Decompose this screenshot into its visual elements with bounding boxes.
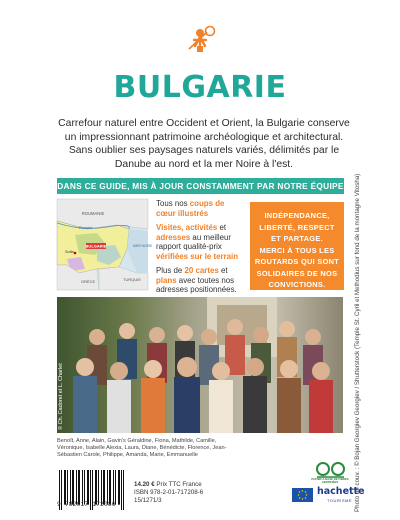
feature-item: Visites, activités et adresses au meilleur rapport qualité-prix vérifiées sur le terrain bbox=[156, 223, 239, 261]
barcode-number: 9 782017 172086 bbox=[57, 501, 116, 508]
values-line: LIBERTÉ, RESPECT bbox=[259, 222, 335, 232]
values-line: SOLIDAIRES DE NOS bbox=[256, 268, 338, 278]
team-photo bbox=[57, 297, 343, 433]
routard-logo-icon bbox=[183, 24, 217, 54]
team-banner: DANS CE GUIDE, MIS À JOUR CONSTAMMENT PAR NOTRE ÉQUIPE bbox=[57, 178, 344, 194]
map-label-romania: ROUMANIE bbox=[81, 211, 105, 216]
values-line: ROUTARDS QUI SONT bbox=[254, 257, 340, 266]
isbn: ISBN 978-2-01-717208-6 bbox=[134, 489, 204, 496]
map-label-bulgaria: BULGARIE bbox=[85, 243, 107, 249]
bulgaria-map bbox=[57, 199, 153, 290]
team-names: Benoît, Anne, Alain, Gavin's Géraldine, Fiona, Mathilde, Camille, Véronique, Isabelle Alexia, Laura, Diane, Bénédicte, Florence, Jean-Sébastien Carole, Philippe, Amanda, Marie, Emmanuelle bbox=[57, 438, 227, 459]
publisher-logo: hachette bbox=[317, 486, 365, 497]
ref-code: 15/1271/3 bbox=[134, 497, 162, 504]
values-box bbox=[250, 202, 344, 290]
photo-credit: © Ch. Cadoret et L. Charlet bbox=[58, 363, 64, 430]
values-line: CONVICTIONS. bbox=[268, 280, 326, 289]
map-label-black-sea: MER NOIRE bbox=[133, 244, 153, 248]
values-line: INDÉPENDANCE, bbox=[264, 211, 330, 220]
feature-item: Plus de 20 cartes et plans avec toutes nos adresses positionnées. bbox=[156, 266, 237, 294]
map-label-greece: GRÈCE bbox=[81, 279, 96, 284]
price-block bbox=[134, 481, 203, 505]
price-value: 14.20 € bbox=[134, 481, 155, 488]
price-label: Prix TTC France bbox=[156, 481, 202, 488]
cover-photo-credit: Photo de couv. : © Bojan Georgiev Georgiev / Shutterstock (Temple St. Cyril et Methodius sur fond de la montagne Vitosha) bbox=[354, 173, 361, 512]
recycle-text: PAPIER À BASE DE FIBRES CERTIFIÉES bbox=[311, 477, 349, 485]
publisher-sub: TOURISME bbox=[327, 498, 353, 503]
features-list bbox=[156, 199, 246, 300]
map-label-turkey: TURQUIE bbox=[123, 277, 141, 282]
eu-flag-icon bbox=[292, 488, 313, 502]
feature-item: Tous nos coups de cœur illustrés bbox=[156, 199, 225, 218]
page-title: BULGARIE bbox=[113, 70, 287, 105]
intro-text: Carrefour naturel entre Occident et Orient, la Bulgarie conserve un impressionnant patrimoine archéologique et architectural. Sans oublier ses paysages naturels variés, délimités par le Danube au nord et la mer Noire à l'est. bbox=[58, 118, 350, 170]
map-label-sofia: Sofia bbox=[65, 250, 74, 254]
values-line: MERCI À TOUS LES bbox=[259, 245, 335, 255]
values-line: ET PARTAGE. bbox=[271, 234, 323, 243]
map-label-danube: Danube bbox=[79, 226, 93, 230]
